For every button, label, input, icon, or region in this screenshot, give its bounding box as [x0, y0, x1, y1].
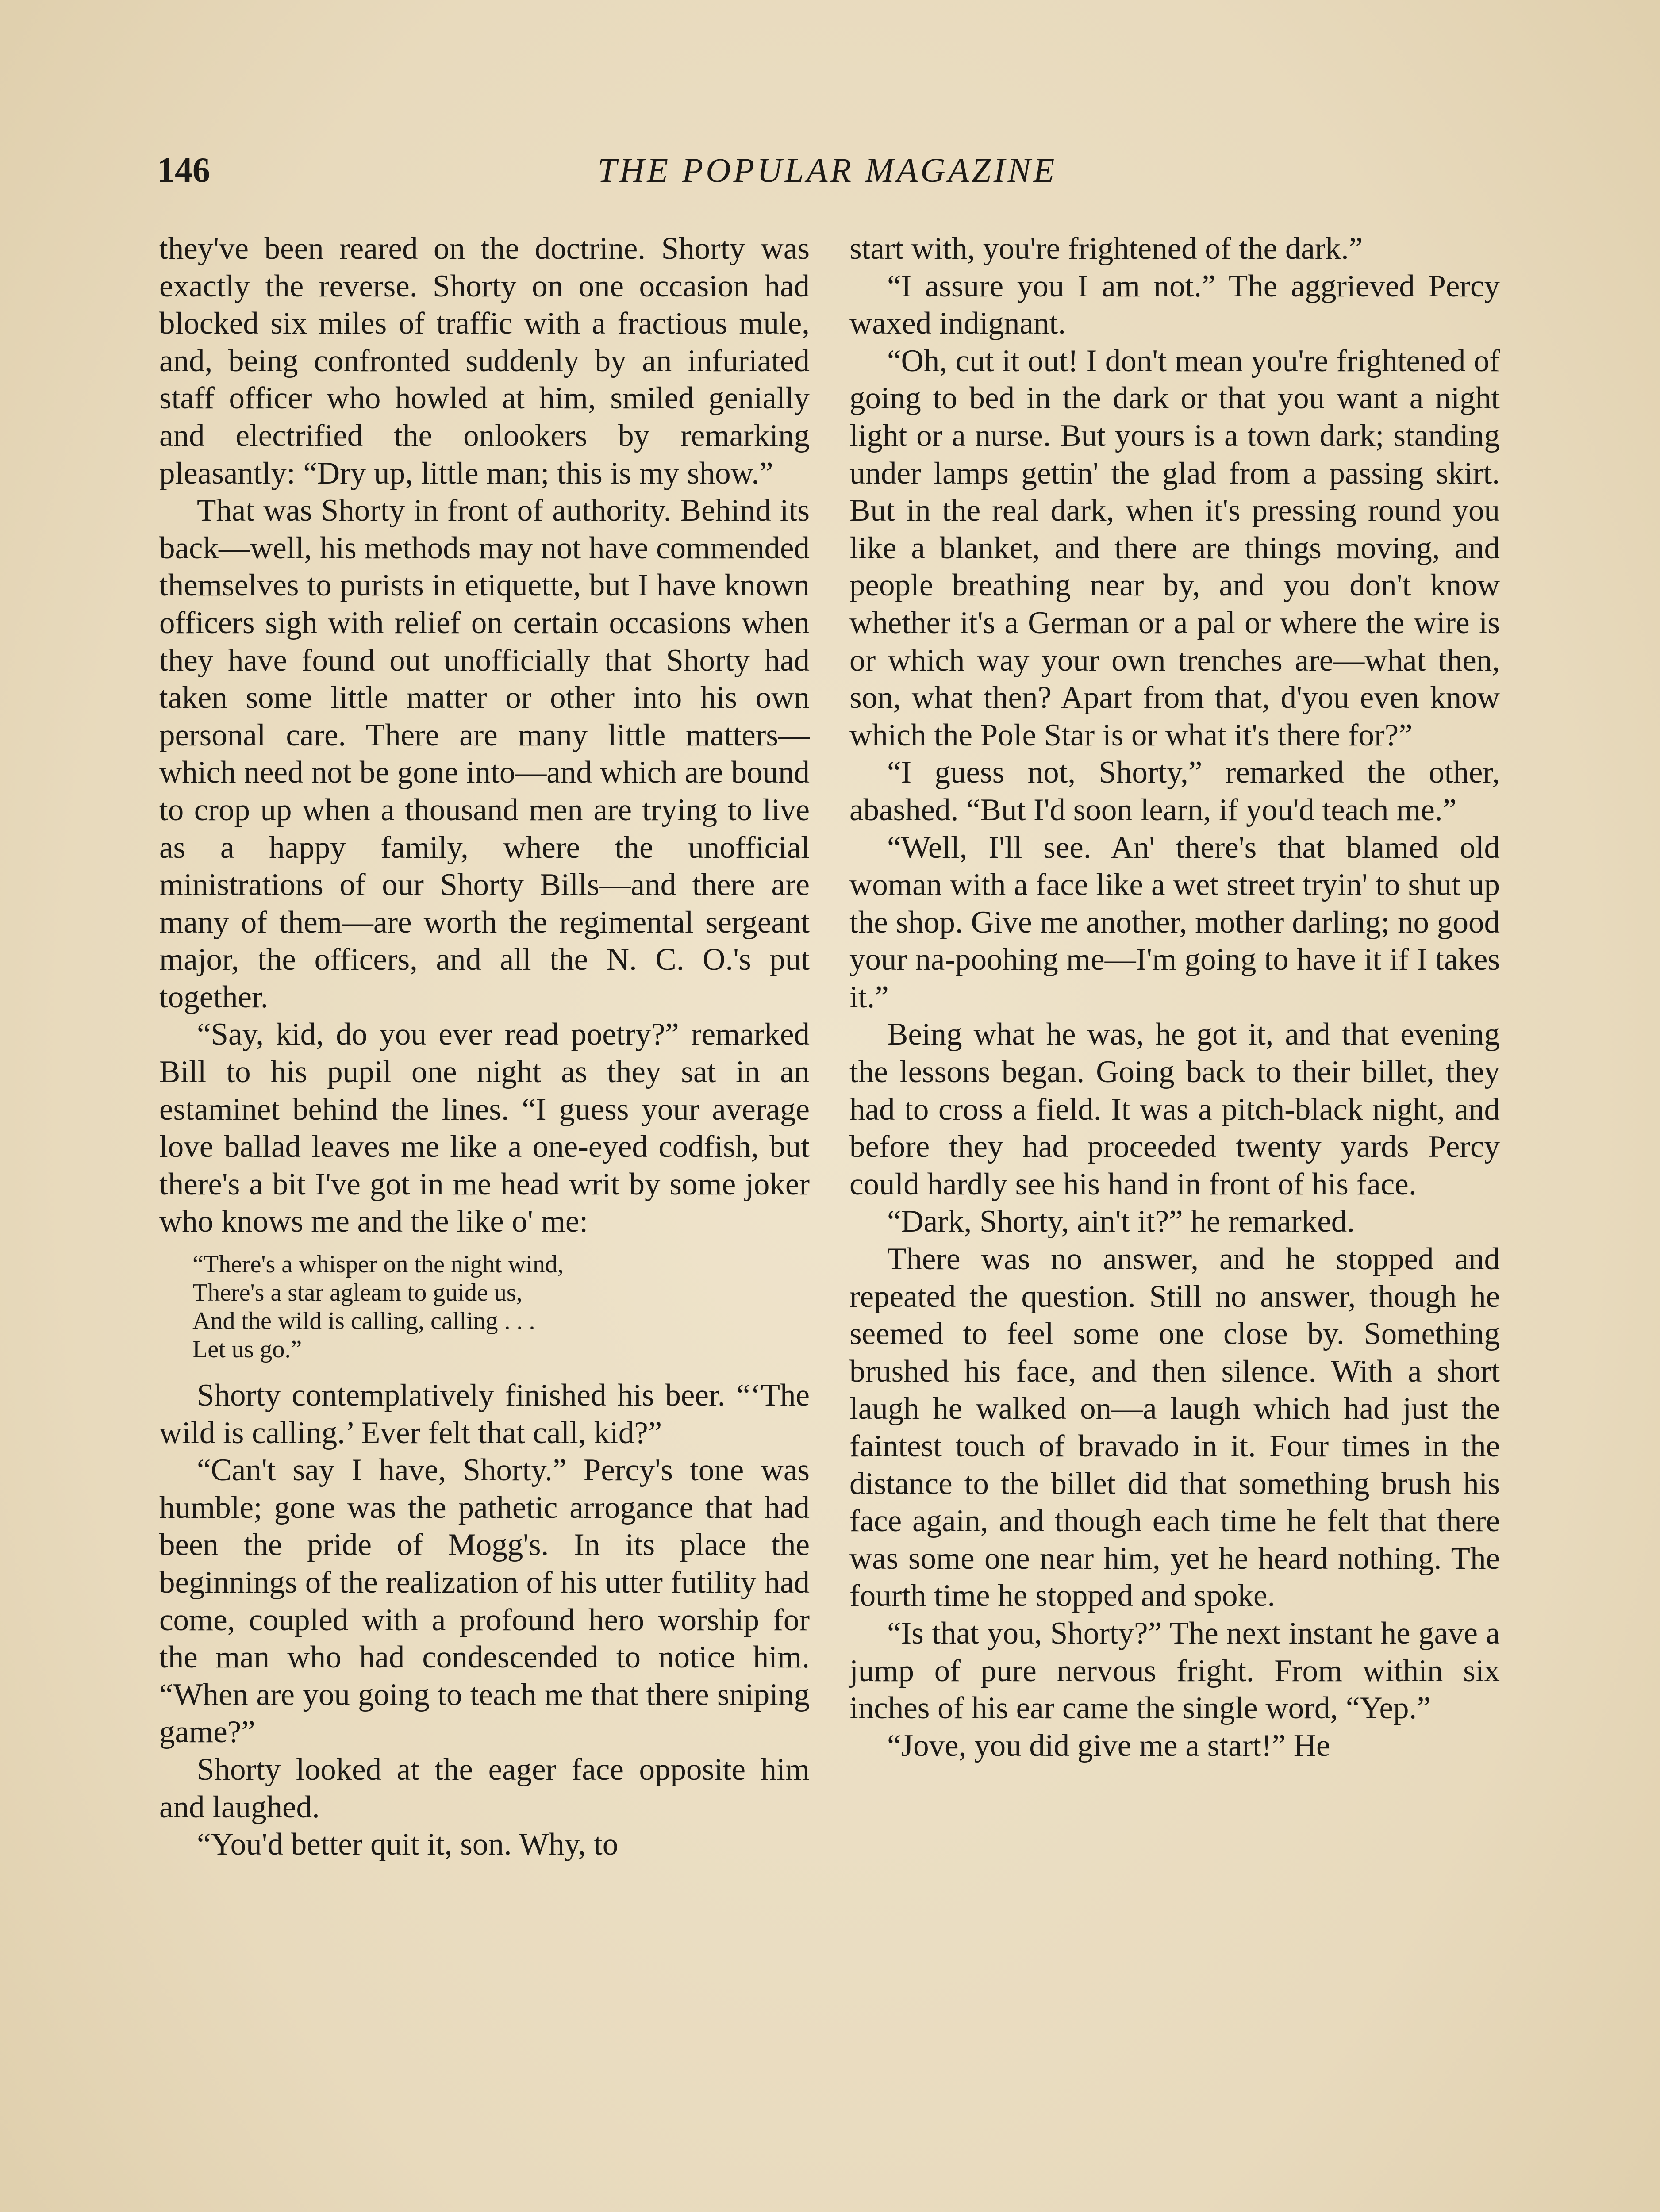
paragraph: “Say, kid, do you ever read poetry?” remarked Bill to his pupil one night as they sat in an estaminet behind the lines. “I guess your average love ballad leaves me like a one-eyed codfish, but there's a bit I've got in me head writ by some joker who knows me and the like o' me: — [159, 1017, 810, 1239]
paragraph: start with, you're frightened of the dark.” — [849, 231, 1363, 266]
paragraph: There was no answer, and he stopped and repeated the question. Still no answer, though he seemed to feel some one close by. Something brushed his face, and then silence. With a short laugh he walked on—a laugh which had just the faintest touch of bravado in it. Four times in the distance to the billet did that something brush his face again, and though each time he felt that there was some one near him, yet he heard nothing. The fourth time he stopped and spoke. — [849, 1242, 1500, 1613]
paragraph: “Well, I'll see. An' there's that blamed old woman with a face like a wet street tryin' to shut up the shop. Give me another, mother darling; no good your na-poohing me—I'm going to have it if I takes it.” — [849, 830, 1500, 1014]
paragraph: “Jove, you did give me a start!” He — [887, 1728, 1330, 1763]
paragraph: “Oh, cut it out! I don't mean you're frightened of going to bed in the dark or that you want a night light or a nurse. But yours is a town dark; standing under lamps gettin' the glad from a passing skirt. But in the real dark, when it's pressing round you like a blanket, and there are things moving, and people breathing near by, and you don't know whether it's a German or a pal or where the wire is or which way your own trenches are—what then, son, what then? Apart from that, d'you even know which the Pole Star is or what it's there for?” — [849, 343, 1500, 753]
paragraph: “I assure you I am not.” The aggrieved Percy waxed indignant. — [849, 269, 1500, 341]
left-column — [159, 230, 810, 1863]
paragraph: they've been reared on the doctrine. Shorty was exactly the reverse. Shorty on one occasion had blocked six miles of traffic with a fractious mule, and, being confronted suddenly by an infuriated staff officer who howled at him, smiled genially and electrified the onlookers by remarking pleasantly: “Dry up, little man; this is my show.” — [159, 231, 810, 491]
running-title: THE POPULAR MAGAZINE — [597, 151, 1057, 189]
paragraph: That was Shorty in front of authority. Behind its back—well, his methods may not have commended themselves to purists in etiquette, but I have known officers sigh with relief on certain occasions when they have found out unofficially that Shorty had taken some little matter or other into his own personal care. There are many little matters—which need not be gone into—and which are bound to crop up when a thousand men are trying to live as a happy family, where the unofficial ministrations of our Shorty Bills—and there are many of them—are worth the regimental sergeant major, the officers, and all the N. C. O.'s put together. — [159, 493, 810, 1014]
paragraph: Shorty looked at the eager face opposite him and laughed. — [159, 1752, 810, 1824]
paragraph: “Dark, Shorty, ain't it?” he remarked. — [887, 1204, 1355, 1239]
verse-quote: “There's a whisper on the night wind, There's a star agleam to guide us, And the wild is calling, calling . . . Let us go.” — [192, 1251, 564, 1363]
page-header — [157, 150, 1498, 204]
paragraph: “You'd better quit it, son. Why, to — [197, 1827, 619, 1862]
right-column — [849, 230, 1500, 1764]
paragraph: Shorty contemplatively finished his beer. “‘The wild is calling.’ Ever felt that call, kid?” — [159, 1378, 810, 1450]
paragraph: “Can't say I have, Shorty.” Percy's tone was humble; gone was the pathetic arrogance that had been the pride of Mogg's. In its place the beginnings of the realization of his utter futility had come, coupled with a profound hero worship for the man who had condescended to notice him. “When are you going to teach me that there sniping game?” — [159, 1453, 810, 1750]
paragraph: “I guess not, Shorty,” remarked the other, abashed. “But I'd soon learn, if you'd teach me.” — [849, 755, 1500, 827]
paragraph: Being what he was, he got it, and that evening the lessons began. Going back to their billet, they had to cross a field. It was a pitch-black night, and before they had proceeded twenty yards Percy could hardly see his hand in front of his face. — [849, 1017, 1500, 1202]
paragraph: “Is that you, Shorty?” The next instant he gave a jump of pure nervous fright. From within six inches of his ear came the single word, “Yep.” — [849, 1616, 1500, 1726]
page-number: 146 — [157, 151, 210, 190]
